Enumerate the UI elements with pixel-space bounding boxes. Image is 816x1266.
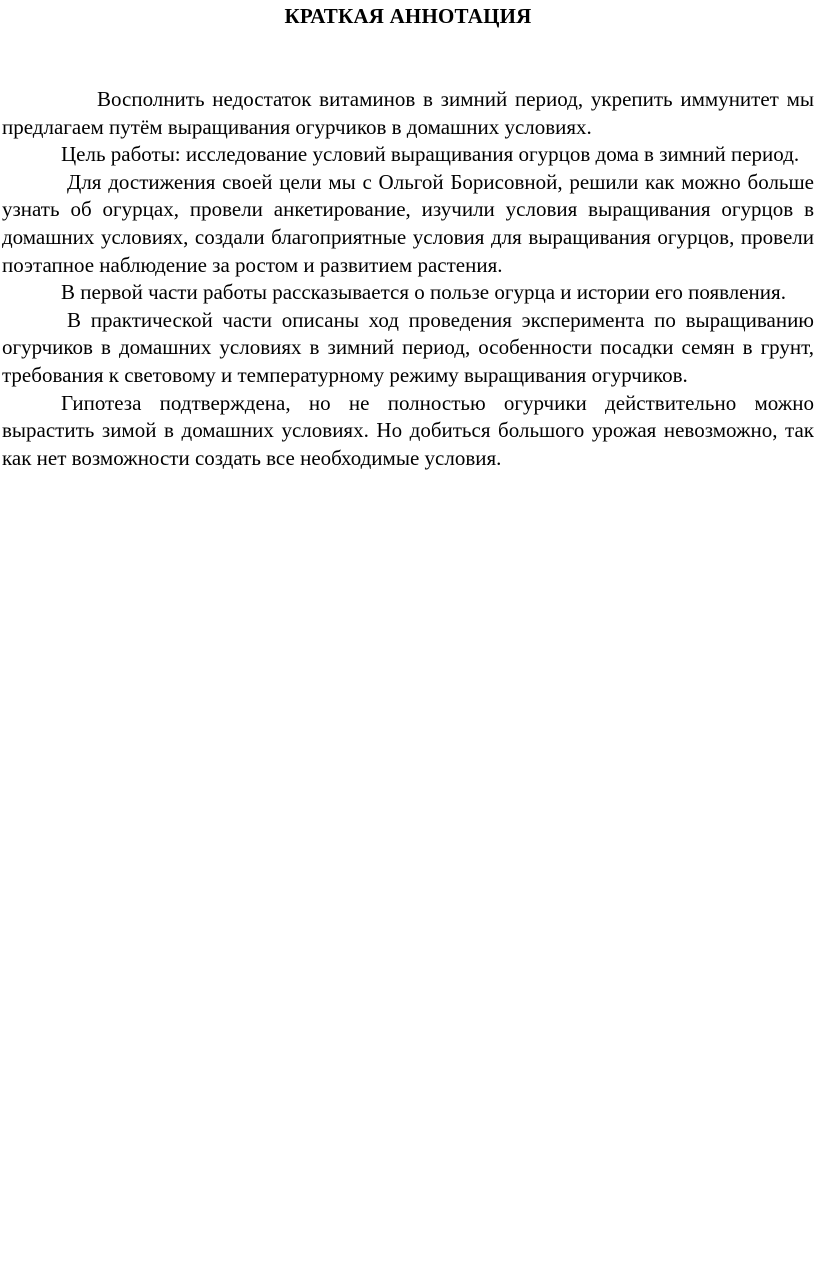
paragraph-goal: Цель работы: исследование условий выращивания огурцов дома в зимний период. bbox=[61, 142, 800, 167]
paragraph-hypothesis: Гипотеза подтверждена, но не полностью огурчики действительно можно вырастить зимой в домашних условиях. Но добиться большого урожая невозможно, так как нет возможности создать все необходимые условия. bbox=[2, 390, 814, 470]
document-title: КРАТКАЯ АННОТАЦИЯ bbox=[284, 4, 532, 28]
paragraph-methods: Для достижения своей цели мы с Ольгой Борисовной, решили как можно больше узнать об огурцах, провели анкетирование, изучили условия выращивания огурцов в домашних условиях, создали благоприятные условия для выращивания огурцов, провели поэтапное наблюдение за ростом и развитием растения. bbox=[2, 169, 814, 277]
paragraph-first-part: В первой части работы рассказывается о пользе огурца и истории его появления. bbox=[61, 280, 786, 305]
paragraph-intro: Восполнить недостаток витаминов в зимний период, укрепить иммунитет мы предлагаем путём выращивания огурчиков в домашних условиях. bbox=[2, 87, 814, 139]
document-body bbox=[2, 86, 814, 472]
paragraph-practical-part: В практической части описаны ход проведения эксперимента по выращиванию огурчиков в домашних условиях в зимний период, особенности посадки семян в грунт, требования к световому и температурному режиму выращивания огурчиков. bbox=[2, 307, 814, 387]
